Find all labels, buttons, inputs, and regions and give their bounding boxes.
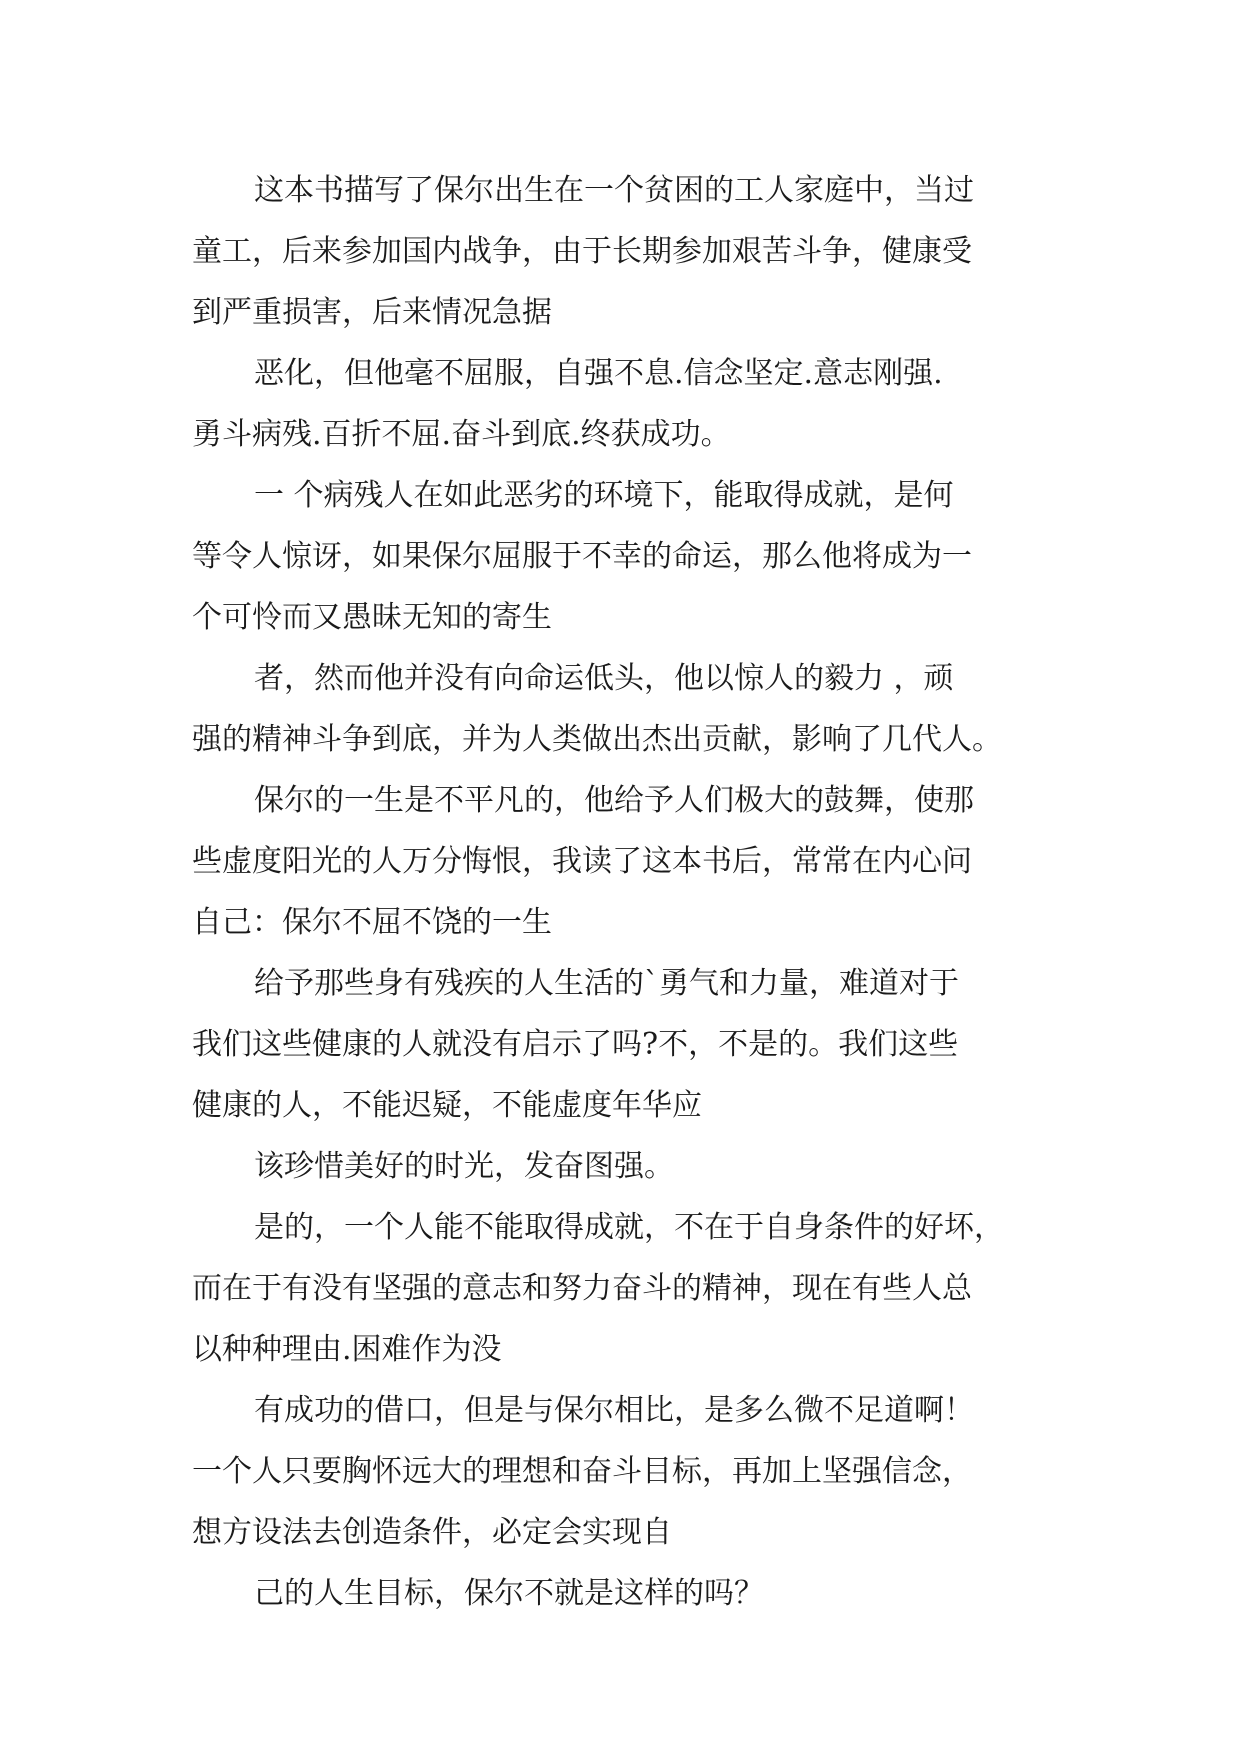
text-line: 以种种理由.困难作为没 — [192, 1332, 502, 1367]
text-line: 一个人只要胸怀远大的理想和奋斗目标，再加上坚强信念， — [192, 1454, 972, 1489]
text-line: 勇斗病残.百折不屈.奋斗到底.终获成功。 — [192, 417, 731, 452]
text-line: 到严重损害，后来情况急据 — [192, 295, 552, 330]
text-line: 等令人惊讶，如果保尔屈服于不幸的命运，那么他将成为一 — [192, 539, 972, 574]
text-line: 保尔的一生是不平凡的，他给予人们极大的鼓舞，使那 — [254, 783, 974, 818]
text-line: 者，然而他并没有向命运低头，他以惊人的毅力 ，顽 — [254, 661, 954, 696]
text-line: 想方设法去创造条件，必定会实现自 — [192, 1515, 672, 1550]
text-line: 自己：保尔不屈不饶的一生 — [192, 905, 552, 940]
text-line: 恶化，但他毫不屈服，自强不息.信念坚定.意志刚强. — [254, 356, 943, 391]
text-line: 健康的人，不能迟疑，不能虚度年华应 — [192, 1088, 702, 1123]
text-line: 些虚度阳光的人万分悔恨，我读了这本书后，常常在内心问 — [192, 844, 972, 879]
document-body — [192, 160, 1052, 1624]
text-line: 是的，一个人能不能取得成就，不在于自身条件的好坏， — [254, 1210, 1004, 1245]
text-line: 我们这些健康的人就没有启示了吗?不，不是的。我们这些 — [192, 1027, 959, 1062]
text-line: 一 个病残人在如此恶劣的环境下，能取得成就，是何 — [254, 478, 954, 513]
text-line: 该珍惜美好的时光，发奋图强。 — [254, 1149, 674, 1184]
text-line: 有成功的借口，但是与保尔相比，是多么微不足道啊！ — [254, 1393, 974, 1428]
text-line: 强的精神斗争到底，并为人类做出杰出贡献，影响了几代人。 — [192, 722, 1002, 757]
text-line: 而在于有没有坚强的意志和努力奋斗的精神，现在有些人总 — [192, 1271, 972, 1306]
text-line: 给予那些身有残疾的人生活的`勇气和力量，难道对于 — [254, 966, 959, 1001]
text-line: 童工，后来参加国内战争，由于长期参加艰苦斗争，健康受 — [192, 234, 972, 269]
text-line: 个可怜而又愚昧无知的寄生 — [192, 600, 552, 635]
text-line: 己的人生目标，保尔不就是这样的吗？ — [254, 1576, 764, 1611]
text-line: 这本书描写了保尔出生在一个贫困的工人家庭中，当过 — [254, 173, 974, 208]
